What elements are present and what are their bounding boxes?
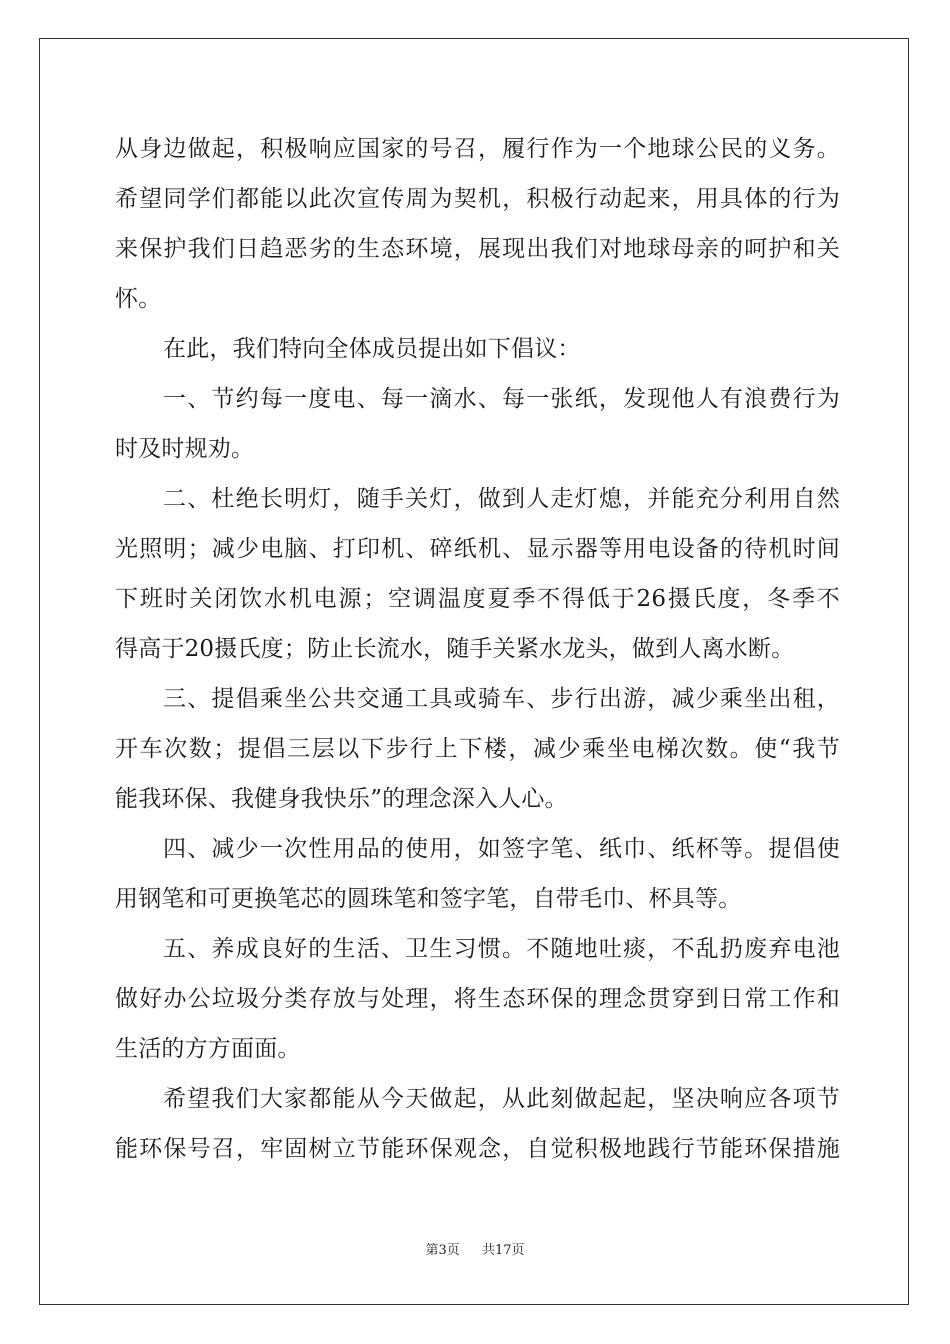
text-line: 怀。 [115, 286, 162, 312]
text-line: 一、节约每一度电、每一滴水、每一张纸，发现他人有浪费行为 [163, 386, 840, 412]
text-line: 四、减少一次性用品的使用，如签字笔、纸巾、纸杯等。提倡使 [163, 836, 840, 862]
text-line: 在此，我们特向全体成员提出如下倡议： [163, 336, 581, 362]
text-line: 三、提倡乘坐公共交通工具或骑车、步行出游，减少乘坐出租， [163, 686, 840, 712]
text-line: 来保护我们日趋恶劣的生态环境，展现出我们对地球母亲的呵护和关 [115, 236, 840, 262]
text-line: 时及时规劝。 [115, 436, 255, 462]
page-total: 共17页 [482, 1243, 525, 1258]
text-line: 希望同学们都能以此次宣传周为契机，积极行动起来，用具体的行为 [115, 186, 840, 212]
text-line: 做好办公垃圾分类存放与处理，将生态环保的理念贯穿到日常工作和 [115, 986, 840, 1012]
text-line: 下班时关闭饮水机电源；空调温度夏季不得低于26摄氏度，冬季不 [115, 586, 840, 612]
text-line: 能我环保、我健身我快乐”的理念深入人心。 [115, 786, 568, 812]
document-body [115, 124, 840, 1174]
text-line: 光照明；减少电脑、打印机、碎纸机、显示器等用电设备的待机时间 [115, 536, 840, 562]
text-line: 希望我们大家都能从今天做起，从此刻做起起，坚决响应各项节 [163, 1086, 840, 1112]
text-line: 生活的方方面面。 [115, 1036, 301, 1062]
text-line: 五、养成良好的生活、卫生习惯。不随地吐痰，不乱扔废弃电池 [163, 936, 840, 962]
text-line: 二、杜绝长明灯，随手关灯，做到人走灯熄，并能充分利用自然 [163, 486, 840, 512]
text-line: 开车次数；提倡三层以下步行上下楼，减少乘坐电梯次数。使“我节 [115, 736, 840, 762]
text-line: 得高于20摄氏度；防止长流水，随手关紧水龙头，做到人离水断。 [115, 636, 795, 662]
text-line: 用钢笔和可更换笔芯的圆珠笔和签字笔，自带毛巾、杯具等。 [115, 886, 742, 912]
text-line: 从身边做起，积极响应国家的号召，履行作为一个地球公民的义务。 [115, 136, 840, 162]
page-footer [0, 1239, 950, 1258]
page-number: 第3页 [425, 1243, 460, 1258]
text-line: 能环保号召，牢固树立节能环保观念，自觉积极地践行节能环保措施 [115, 1136, 840, 1162]
